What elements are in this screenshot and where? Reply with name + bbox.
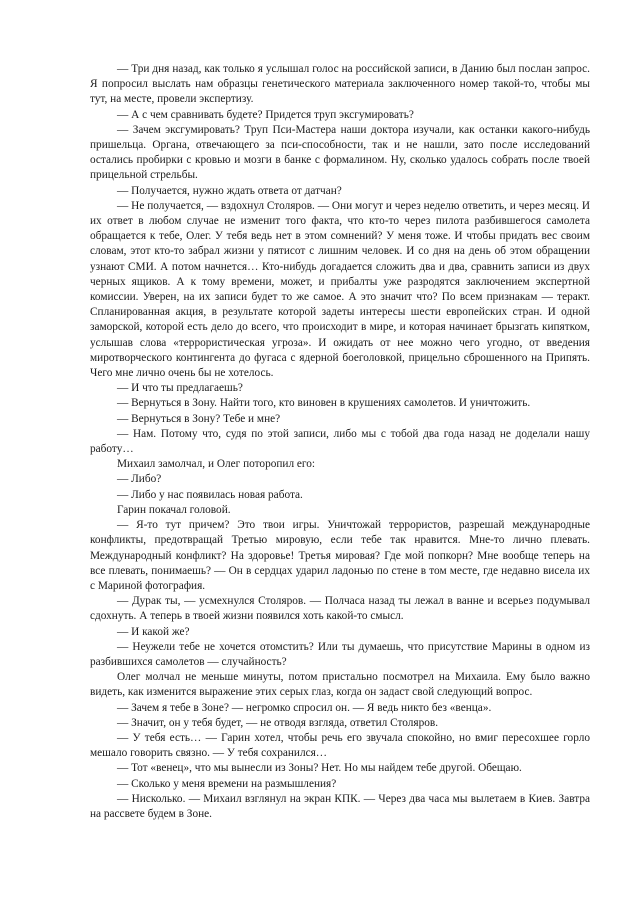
paragraph: — Вернуться в Зону. Найти того, кто виновен в крушениях самолетов. И уничтожить. xyxy=(117,397,531,410)
paragraph: — Сколько у меня времени на размышления? xyxy=(117,777,337,790)
paragraph: — Зачем я тебе в Зоне? — негромко спросил он. — Я ведь никто без «венца». xyxy=(117,701,492,714)
paragraph: Михаил замолчал, и Олег поторопил его: xyxy=(117,458,316,471)
paragraph: — Я-то тут причем? Это твои игры. Уничтожай террористов, разрешай международные конфликты, предотвращай Третью мировую, если тебе так нравится. Мне-то лично плевать. Международный конфликт? На здоровье! Третья мировая? Где мой попкорн? Мне вообще теперь на все плевать, понимаешь? — Он в сердцах ударил ладонью по стене в том месте, где недавно висела их с Мариной фотография. xyxy=(90,519,590,592)
paragraph: — Дурак ты, — усмехнулся Столяров. — Полчаса назад ты лежал в ванне и всерьез подумывал сдохнуть. А теперь в твоей жизни появился хоть какой-то смысл. xyxy=(90,595,590,623)
paragraph: — Зачем эксгумировать? Труп Пси-Мастера наши доктора изучали, как останки какого-нибудь пришельца. Органа, отвечающего за пси-способности, так и не нашли, зато после исследований остались пробирки с кровью и мозги в банке с формалином. Ну, сколько удалось собрать после твоей прицельной стрельбы. xyxy=(90,123,590,182)
paragraph: — Нам. Потому что, судя по этой записи, либо мы с тобой два года назад не доделали нашу работу… xyxy=(90,427,590,456)
paragraph: — Либо? xyxy=(117,473,162,486)
paragraph: — Получается, нужно ждать ответа от датчан? xyxy=(117,184,342,197)
paragraph: — Неужели тебе не хочется отомстить? Или ты думаешь, что присутствие Марины в одном из разбившихся самолетов — случайность? xyxy=(90,640,590,668)
paragraph: Гарин покачал головой. xyxy=(117,503,231,516)
paragraph: — Нисколько. — Михаил взглянул на экран КПК. — Через два часа мы вылетаем в Киев. Завтра на рассвете будем в Зоне. xyxy=(90,792,590,820)
paragraph: — У тебя есть… — Гарин хотел, чтобы речь его звучала спокойно, но вмиг пересохшее горло мешало говорить связно. — У тебя сохранился… xyxy=(90,731,590,760)
paragraph: — А с чем сравнивать будете? Придется труп эксгумировать? xyxy=(117,108,414,121)
paragraph: — Тот «венец», что мы вынесли из Зоны? Нет. Но мы найдем тебе другой. Обещаю. xyxy=(117,762,522,775)
paragraph: — Значит, он у тебя будет, — не отводя взгляда, ответил Столяров. xyxy=(117,716,439,729)
paragraph: — Либо у нас появилась новая работа. xyxy=(117,488,303,501)
document-page xyxy=(90,62,590,822)
paragraph: — Не получается, — вздохнул Столяров. — Они могут и через неделю ответить, и через месяц. И их ответ в любом случае не изменит того факта, что кто-то через пилота разбившегося самолета обращается к тебе, Олег. У тебя ведь нет в этом сомнений? У меня тоже. И чтобы придать вес своим словам, этот кто-то забрал жизни у пятисот с лишним человек. И со дня на день об этом обращении узнают СМИ. А потом начнется… Кто-нибудь догадается сложить два и два, сравнить записи из двух черных ящиков. А к тому времени, может, и прибалты уже разродятся заключением экспертной комиссии. Уверен, на их записи будет то же самое. А это значит что? По всем признакам — теракт. Спланированная акция, в результате которой задеты интересы шести европейских стран. И одной заморской, которой есть дело до всего, что происходит в мире, и которая начинает брызгать кипятком, услышав слова «террористическая угроза». И ожидать от нее можно чего угодно, от введения миротворческого контингента до фугаса с ядерной боеголовкой, прицельно сброшенного на Припять. Чего мне лично очень бы не хотелось. xyxy=(90,199,590,380)
paragraph: — Вернуться в Зону? Тебе и мне? xyxy=(117,412,281,425)
paragraph: — И что ты предлагаешь? xyxy=(117,382,243,395)
paragraph: Олег молчал не меньше минуты, потом пристально посмотрел на Михаила. Ему было важно видеть, как изменится выражение этих серых глаз, когда он задаст свой следующий вопрос. xyxy=(90,671,590,699)
paragraph: — И какой же? xyxy=(117,625,190,638)
paragraph: — Три дня назад, как только я услышал голос на российской записи, в Данию был послан запрос. Я попросил выслать нам образцы генетического материала заключенного номер такой-то, чтобы мы тут, на месте, провели экспертизу. xyxy=(90,63,590,106)
